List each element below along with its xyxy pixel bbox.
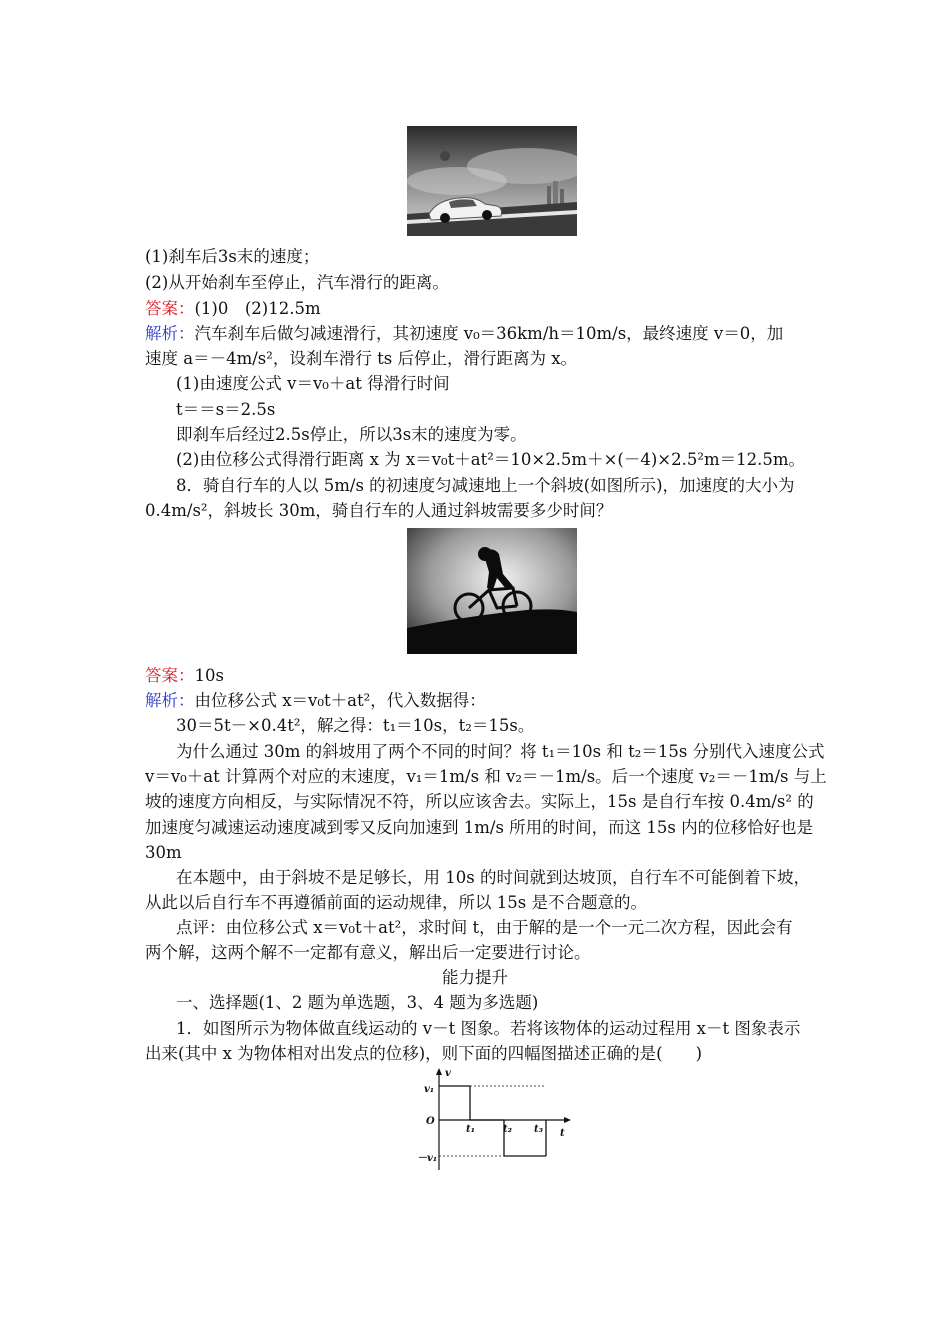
answer-label: 答案： [145, 666, 195, 685]
q8-analysis [145, 689, 486, 713]
q1-line2: 出来(其中 x 为物体相对出发点的位移)，则下面的四幅图描述正确的是( ) [145, 1044, 703, 1063]
q8-p2-line2: 从此以后自行车不再遵循前面的运动规律，所以 15s 是不合题意的。 [145, 893, 647, 912]
y-tick-origin: O [426, 1116, 435, 1127]
q7-step1-equation: t＝＝s＝2.5s [176, 400, 276, 419]
answer-label: 答案： [145, 299, 195, 318]
q8-p1-line5: 30m [145, 843, 182, 862]
cyclist-photo [407, 528, 577, 654]
section-subtitle: 一、选择题(1、2 题为单选题，3、4 题为多选题) [176, 993, 539, 1012]
q1-line1: 1．如图所示为物体做直线运动的 v－t 图象。若将该物体的运动过程用 x－t 图象表示 [176, 1019, 801, 1038]
q8-p2-line1: 在本题中，由于斜坡不是足够长，用 10s 的时间就到达坡顶，自行车不可能倒着下坡， [176, 868, 810, 887]
q7-answer [145, 297, 321, 321]
x-tick-t2: t₂ [503, 1124, 512, 1135]
vt-chart [415, 1066, 575, 1171]
answer-text: 10s [194, 666, 224, 685]
q7-step1: (1)由速度公式 v＝v₀＋at 得滑行时间 [176, 374, 450, 393]
x-tick-t3: t₃ [534, 1124, 543, 1135]
q7-analysis-line2: 速度 a＝－4m/s²，设刹车滑行 ts 后停止，滑行距离为 x。 [145, 349, 578, 368]
q7-step2: (2)由位移公式得滑行距离 x 为 x＝v₀t＋at²＝10×2.5m＋×(－4)×2.5²m＝12.5m。 [176, 450, 805, 469]
q7-step1-conclusion: 即刹车后经过2.5s停止，所以3s末的速度为零。 [176, 425, 527, 444]
analysis-text: 汽车刹车后做匀减速滑行，其初速度 v₀＝36km/h＝10m/s，最终速度 v＝0，加 [194, 324, 784, 343]
q7-analysis-line1 [145, 322, 783, 346]
q8-p1-line3: 坡的速度方向相反，与实际情况不符，所以应该舍去。实际上，15s 是自行车按 0.4m/s² 的 [145, 792, 814, 811]
x-axis-arrow [564, 1117, 571, 1123]
q8-line2: 0.4m/s²，斜坡长 30m，骑自行车的人通过斜坡需要多少时间？ [145, 501, 613, 520]
q8-comment-line2: 两个解，这两个解不一定都有意义，解出后一定要进行讨论。 [145, 943, 591, 962]
y-tick-neg-v1: －v₁ [417, 1153, 438, 1164]
x-axis-label: t [560, 1128, 565, 1139]
q8-p1-line1: 为什么通过 30m 的斜坡用了两个不同的时间？将 t₁＝10s 和 t₂＝15s 分别代入速度公式 [176, 742, 825, 761]
y-tick-v1: v₁ [424, 1084, 435, 1095]
answer-text: (1)0 (2)12.5m [194, 299, 321, 318]
section-title: 能力提升 [442, 968, 508, 987]
x-tick-t1: t₁ [466, 1124, 475, 1135]
analysis-label: 解析： [145, 324, 195, 343]
q8-line1: 8．骑自行车的人以 5m/s 的初速度匀减速地上一个斜坡(如图所示)，加速度的大小为 [176, 476, 795, 495]
q7-part2: (2)从开始刹车至停止，汽车滑行的距离。 [145, 273, 449, 292]
q7-part1: (1)刹车后3s末的速度； [145, 247, 320, 266]
car-photo [407, 126, 577, 236]
analysis-label: 解析： [145, 691, 195, 710]
analysis-text: 由位移公式 x＝v₀t＋at²，代入数据得： [194, 691, 486, 710]
y-axis-label: v [445, 1068, 451, 1079]
q8-p1-line2: v＝v₀＋at 计算两个对应的末速度，v₁＝1m/s 和 v₂＝－1m/s。后一个速度 v₂＝－1m/s 与上 [145, 767, 827, 786]
y-axis-arrow [436, 1068, 442, 1075]
q8-answer [145, 664, 224, 688]
q8-p1-line4: 加速度匀减速运动速度减到零又反向加速到 1m/s 所用的时间，而这 15s 内的位移恰好也是 [145, 818, 814, 837]
q8-comment-line1: 点评：由位移公式 x＝v₀t＋at²，求时间 t，由于解的是一个一元二次方程，因此会有 [176, 918, 793, 937]
q8-equation: 30＝5t－×0.4t²，解之得：t₁＝10s，t₂＝15s。 [176, 716, 535, 735]
